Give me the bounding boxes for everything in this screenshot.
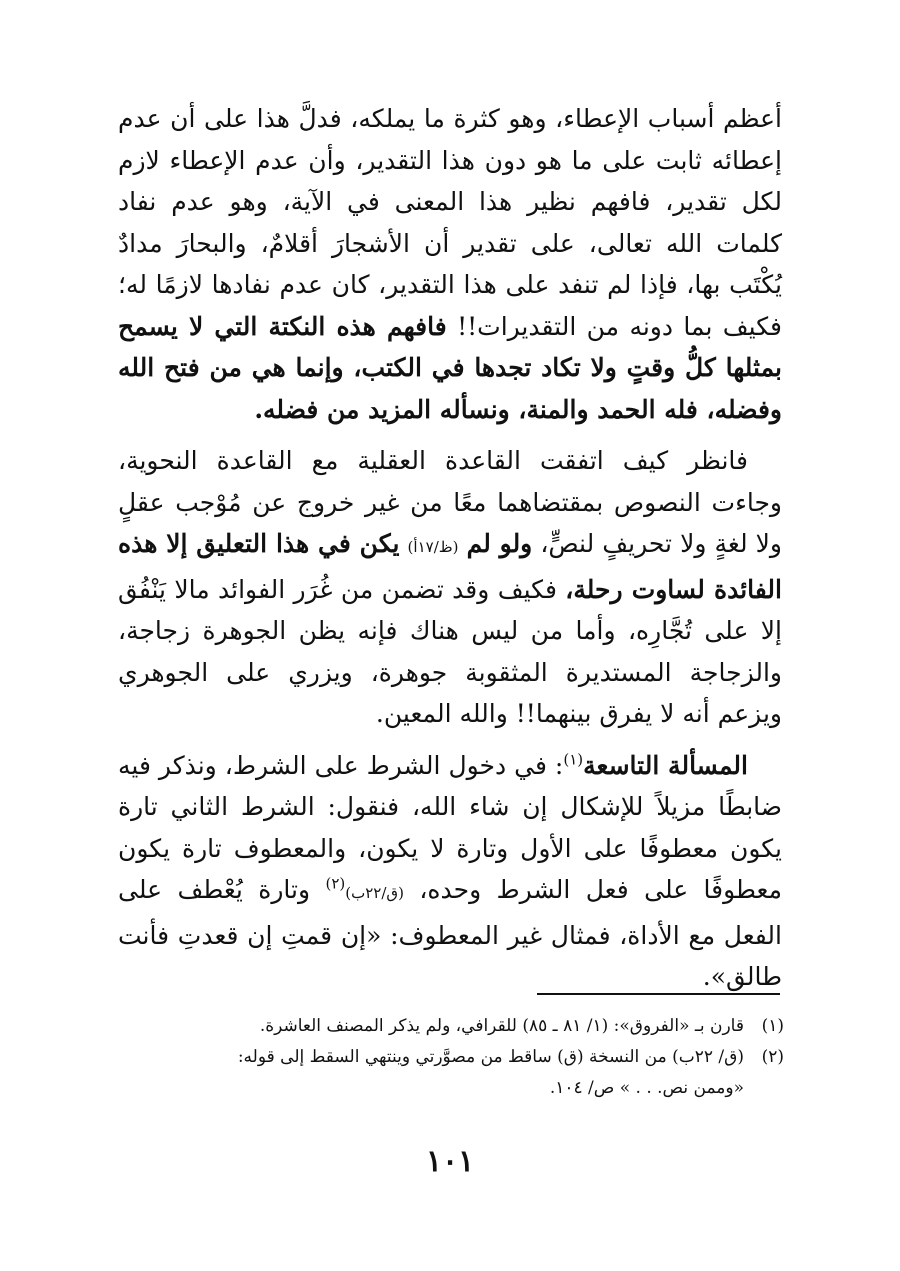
section-heading: المسألة التاسعة [583, 750, 748, 780]
page-number: ١٠١ [425, 1144, 475, 1179]
footnote-text: قارن بـ «الفروق»: (١/ ٨١ ـ ٨٥) للقرافي، ولم يذكر المصنف العاشرة. [259, 1016, 744, 1036]
footnotes [118, 1012, 784, 1103]
paragraph-3-text-a: : في دخول الشرط على الشرط، ونذكر فيه ضابطًا مزيلاً للإشكال إن شاء الله، فنقول: الشرط الثاني تارة يكون معطوفًا على الأول وتارة لا يكون، والمعطوف تارة يكون معطوفًا على فعل الشرط وحده، [118, 750, 782, 904]
footnote-number: (٢) [761, 1047, 784, 1067]
manuscript-reference: (ق/٢٢ب) [345, 884, 404, 902]
paragraph-2-text-before: فانظر كيف اتفقت القاعدة العقلية مع القاعدة النحوية، وجاءت النصوص بمقتضاهما معًا من غير خروج عن مُوْجب عقلٍ ولا لغةٍ ولا تحريفٍ لنصٍّ، [118, 446, 782, 558]
footnote-1 [118, 1012, 784, 1041]
paragraph-2-text-after: فكيف وقد تضمن من غُرَر الفوائد مالا يَنْفُق إلا على تُجَّارِه، وأما من ليس هناك فإنه يظن الجوهرة زجاجة، والزجاجة المستديرة المثقوبة جوهرة، ويزري على الجوهري ويزعم أنه لا يفرق بينهما!! والله المعين. [118, 574, 782, 728]
paragraph-1-text: أعظم أسباب الإعطاء، وهو كثرة ما يملكه، فدلَّ هذا على أن عدم إعطائه ثابت على ما هو دون هذا التقدير، وأن عدم الإعطاء لازم لكل تقدير، فافهم نظير هذا المعنى في الآية، وهو عدم نفاد كلمات الله تعالى، على تقدير أن الأشجارَ أقلامٌ، والبحارَ مدادٌ يُكْتَب بها، فإذا لم تنفد على هذا التقدير، كان عدم نفادها لازمًا له؛ فكيف بما دونه من التقديرات!! [118, 104, 782, 341]
paragraph-1-bold-text: فافهم هذه النكتة التي لا يسمح بمثلها كلُّ وقتٍ ولا تكاد تجدها في الكتب، وإنما هي من فتح الله وفضله، فله الحمد والمنة، ونسأله المزيد من فضله. [118, 311, 782, 424]
paragraph-2-bold-main: يكن في هذا التعليق إلا هذه الفائدة لساوت رحلة، [118, 529, 782, 604]
main-text [118, 98, 782, 998]
paragraph-3-text-b: وتارة يُعْطف على الفعل مع الأداة، فمثال غير المعطوف: «إن قمتِ إن قعدتِ فأنت طالق». [118, 875, 782, 991]
footnote-2-continuation: «وممن نص. . . » ص/ ١٠٤. [549, 1078, 744, 1098]
paragraph-2 [118, 440, 782, 735]
paragraph-3 [118, 745, 782, 998]
footnote-separator [537, 993, 780, 995]
footnote-marker-1: (١) [563, 750, 584, 769]
paragraph-2-bold-intro: ولو لم [466, 529, 533, 558]
manuscript-reference: (ظ/١٧أ) [407, 538, 459, 556]
paragraph-1 [118, 98, 782, 430]
footnote-2 [118, 1043, 784, 1072]
footnote-number: (١) [761, 1016, 784, 1036]
footnote-text: (ق/ ٢٢ب) من النسخة (ق) ساقط من مصوَّرتي وينتهي السقط إلى قوله: [237, 1047, 744, 1067]
footnote-marker-2: (٢) [325, 874, 346, 893]
